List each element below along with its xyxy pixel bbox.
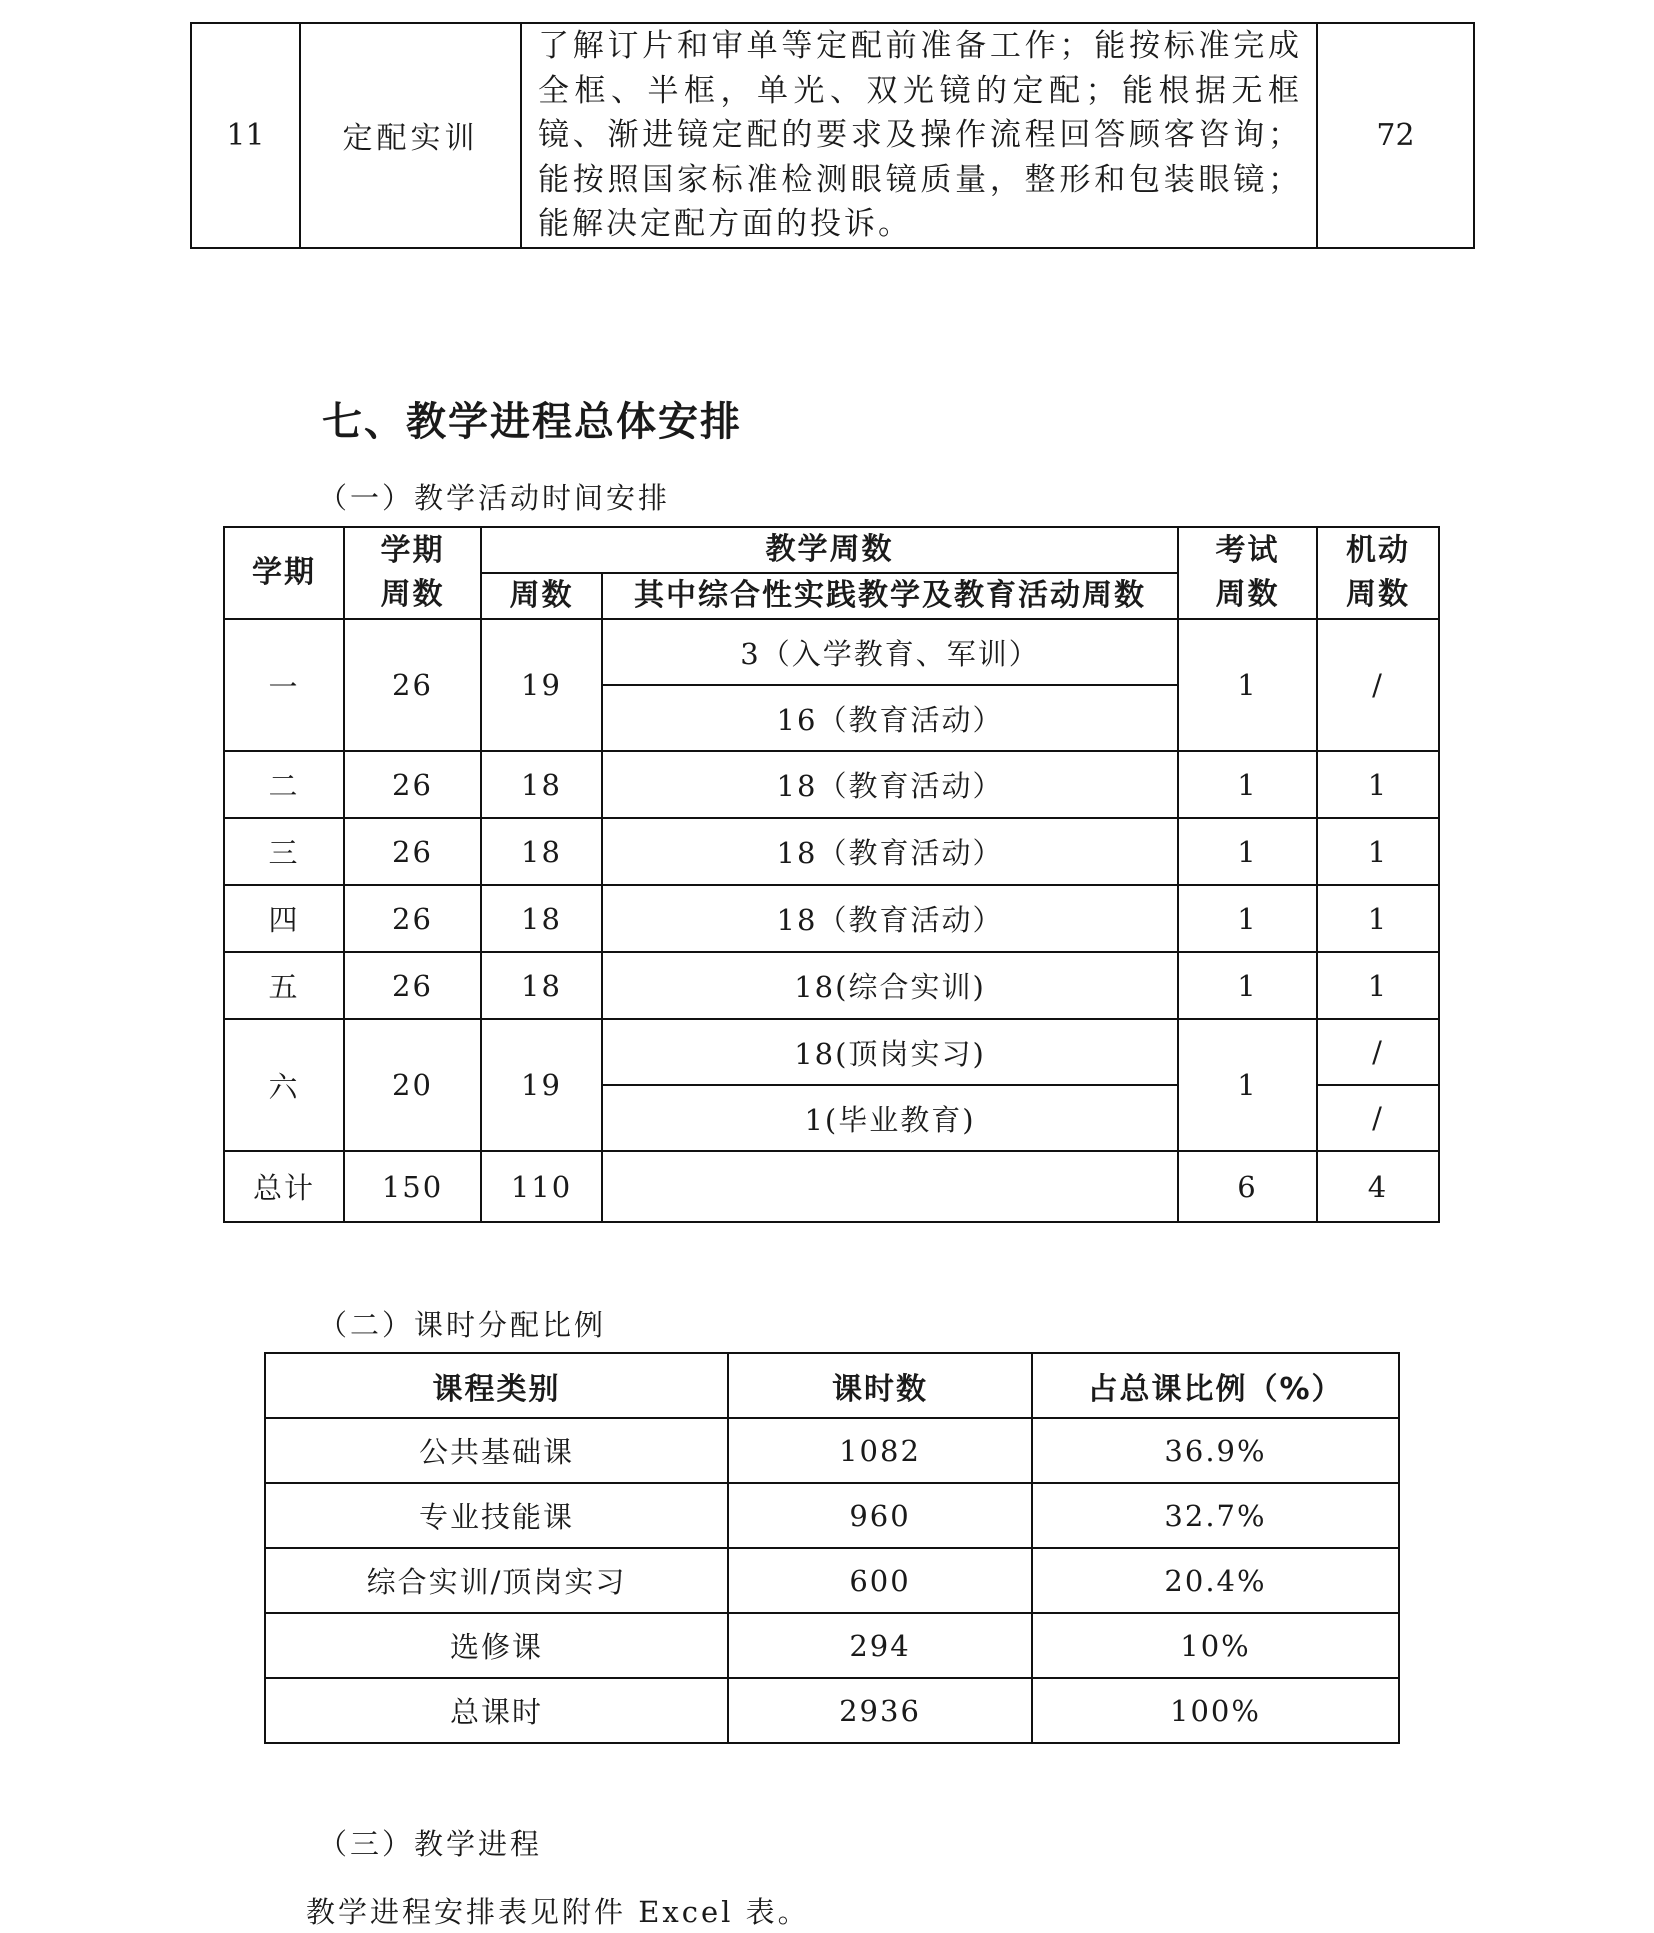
table-row <box>265 1418 1399 1483</box>
table-row <box>265 1613 1399 1678</box>
cell-hours: 1082 <box>728 1418 1032 1483</box>
cell-category: 综合实训/顶岗实习 <box>265 1548 728 1613</box>
cell-exam: 1 <box>1178 818 1317 885</box>
cell-exam: 1 <box>1178 751 1317 818</box>
cell-weeks: 18 <box>481 885 602 952</box>
cell-practice: 18（教育活动） <box>602 818 1178 885</box>
cell-practice: 18(综合实训) <box>602 952 1178 1019</box>
cell-flex: 1 <box>1317 818 1439 885</box>
subsection-title-progress: （三）教学进程 <box>318 1827 543 1861</box>
cell-category: 公共基础课 <box>265 1418 728 1483</box>
cell-term: 二 <box>224 751 344 818</box>
table-row <box>191 23 1474 248</box>
cell-exam: 6 <box>1178 1151 1317 1222</box>
cell-practice: 1(毕业教育) <box>602 1085 1178 1151</box>
table-row <box>224 952 1439 1019</box>
cell-practice: 16（教育活动） <box>602 685 1178 751</box>
cell-percent: 20.4% <box>1032 1548 1399 1613</box>
header-percent: 占总课比例（%） <box>1032 1353 1399 1418</box>
header-exam-weeks-text: 考试周数 <box>1215 533 1280 612</box>
cell-weeks: 19 <box>481 1019 602 1151</box>
cell-term: 五 <box>224 952 344 1019</box>
cell-practice: 18（教育活动） <box>602 885 1178 952</box>
cell-term-weeks: 26 <box>344 619 481 751</box>
cell-flex: / <box>1317 1085 1439 1151</box>
header-term-weeks <box>344 527 481 619</box>
cell-category: 选修课 <box>265 1613 728 1678</box>
course-table <box>190 22 1475 249</box>
table-header-row <box>224 527 1439 573</box>
cell-term: 四 <box>224 885 344 952</box>
cell-weeks: 19 <box>481 619 602 751</box>
cell-term-weeks: 26 <box>344 818 481 885</box>
header-weeks: 周数 <box>481 573 602 619</box>
header-category: 课程类别 <box>265 1353 728 1418</box>
header-flex-weeks <box>1317 527 1439 619</box>
cell-weeks: 18 <box>481 818 602 885</box>
cell-weeks: 18 <box>481 751 602 818</box>
section-title: 七、教学进程总体安排 <box>322 399 742 445</box>
course-name: 定配实训 <box>300 23 521 248</box>
cell-flex: 1 <box>1317 751 1439 818</box>
cell-percent: 32.7% <box>1032 1483 1399 1548</box>
course-description: 了解订片和审单等定配前准备工作；能按标准完成全框、半框，单光、双光镜的定配；能根据无框镜、渐进镜定配的要求及操作流程回答顾客咨询；能按照国家标准检测眼镜质量，整形和包装眼镜；能解决定配方面的投诉。 <box>521 23 1317 248</box>
cell-term-weeks: 26 <box>344 885 481 952</box>
cell-percent: 36.9% <box>1032 1418 1399 1483</box>
cell-exam: 1 <box>1178 952 1317 1019</box>
cell-term: 六 <box>224 1019 344 1151</box>
course-hours: 72 <box>1317 23 1474 248</box>
cell-percent: 10% <box>1032 1613 1399 1678</box>
ratio-table <box>264 1352 1400 1744</box>
cell-practice: 18（教育活动） <box>602 751 1178 818</box>
cell-exam: 1 <box>1178 885 1317 952</box>
table-row <box>224 751 1439 818</box>
cell-term: 总计 <box>224 1151 344 1222</box>
header-term-weeks-text: 学期周数 <box>380 533 445 612</box>
table-total-row <box>224 1151 1439 1222</box>
cell-flex: 4 <box>1317 1151 1439 1222</box>
subsection-title-activity: （一）教学活动时间安排 <box>318 481 671 515</box>
cell-category: 专业技能课 <box>265 1483 728 1548</box>
cell-flex: / <box>1317 619 1439 751</box>
cell-weeks: 18 <box>481 952 602 1019</box>
cell-hours: 600 <box>728 1548 1032 1613</box>
table-row <box>224 818 1439 885</box>
cell-term-weeks: 26 <box>344 751 481 818</box>
cell-term-weeks: 20 <box>344 1019 481 1151</box>
cell-practice: 18(顶岗实习) <box>602 1019 1178 1085</box>
header-exam-weeks <box>1178 527 1317 619</box>
header-term: 学期 <box>224 527 344 619</box>
cell-hours: 960 <box>728 1483 1032 1548</box>
table-row <box>265 1483 1399 1548</box>
table-row <box>265 1678 1399 1743</box>
header-teaching-weeks: 教学周数 <box>481 527 1178 573</box>
cell-term: 一 <box>224 619 344 751</box>
header-practice-weeks: 其中综合性实践教学及教育活动周数 <box>602 573 1178 619</box>
cell-exam: 1 <box>1178 1019 1317 1151</box>
progress-note: 教学进程安排表见附件 Excel 表。 <box>306 1895 810 1929</box>
cell-weeks: 110 <box>481 1151 602 1222</box>
header-hours: 课时数 <box>728 1353 1032 1418</box>
cell-flex: 1 <box>1317 885 1439 952</box>
cell-flex: / <box>1317 1019 1439 1085</box>
table-row <box>224 1019 1439 1085</box>
table-header-row <box>265 1353 1399 1418</box>
cell-hours: 294 <box>728 1613 1032 1678</box>
cell-flex: 1 <box>1317 952 1439 1019</box>
cell-practice: 3（入学教育、军训） <box>602 619 1178 685</box>
header-flex-weeks-text: 机动周数 <box>1346 533 1410 612</box>
cell-percent: 100% <box>1032 1678 1399 1743</box>
cell-exam: 1 <box>1178 619 1317 751</box>
cell-category: 总课时 <box>265 1678 728 1743</box>
table-row <box>224 619 1439 685</box>
table-row <box>265 1548 1399 1613</box>
schedule-table <box>223 526 1440 1223</box>
cell-term-weeks: 26 <box>344 952 481 1019</box>
cell-practice <box>602 1151 1178 1222</box>
table-row <box>224 885 1439 952</box>
subsection-title-ratio: （二）课时分配比例 <box>318 1308 607 1342</box>
course-number: 11 <box>191 23 300 248</box>
cell-hours: 2936 <box>728 1678 1032 1743</box>
cell-term: 三 <box>224 818 344 885</box>
cell-term-weeks: 150 <box>344 1151 481 1222</box>
